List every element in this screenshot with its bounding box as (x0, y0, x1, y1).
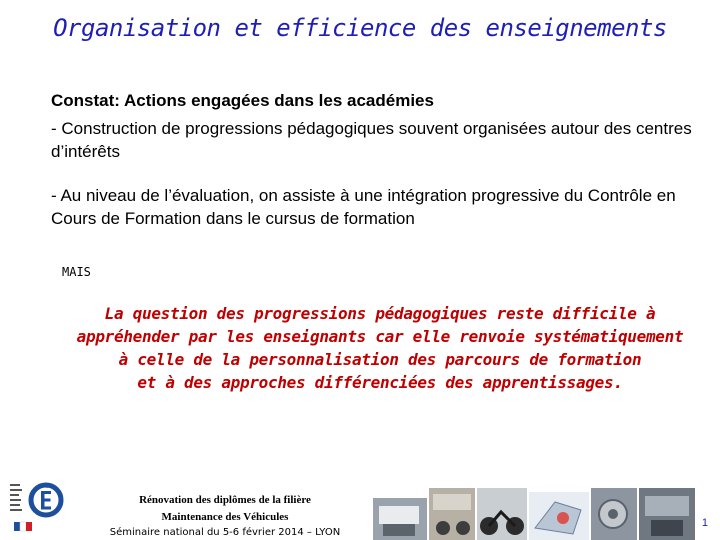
conclusion-line: La question des progressions pédagogiques reste difficile à (104, 304, 656, 323)
photo-strip (373, 488, 695, 540)
photo-workshop (429, 488, 475, 540)
photo-car-engine (373, 498, 427, 540)
ministry-logo (8, 478, 70, 538)
footer-line3: Séminaire national du 5-6 février 2014 – LYON (109, 527, 341, 538)
conclusion-block (30, 302, 720, 394)
photo-motorcycle (477, 488, 527, 540)
lead-heading: Constat: Actions engagées dans les académies (51, 91, 434, 110)
footer (100, 492, 350, 540)
footer-line2: Maintenance des Véhicules (161, 511, 289, 523)
paragraph-progressions: - Construction de progressions pédagogiques souvent organisées autour des centres d’intérêts (51, 119, 692, 161)
page-number: 1 (701, 517, 708, 529)
photo-garage (639, 488, 695, 540)
slide-title: Organisation et efficience des enseignements (53, 14, 667, 42)
photo-gearbox (591, 488, 637, 540)
paragraph-evaluation: - Au niveau de l’évaluation, on assiste à une intégration progressive du Contrôle en Cours de Formation dans le cursus de formation (51, 186, 676, 228)
mais-label: MAIS (62, 265, 91, 279)
conclusion-line: appréhender par les enseignants car elle renvoie systématiquement (76, 327, 684, 346)
conclusion-line: à celle de la personnalisation des parcours de formation (118, 350, 642, 369)
footer-line1: Rénovation des diplômes de la filière (139, 494, 311, 506)
conclusion-line: et à des approches différenciées des apprentissages. (137, 373, 623, 392)
photo-mechanical-diagram (529, 492, 589, 540)
